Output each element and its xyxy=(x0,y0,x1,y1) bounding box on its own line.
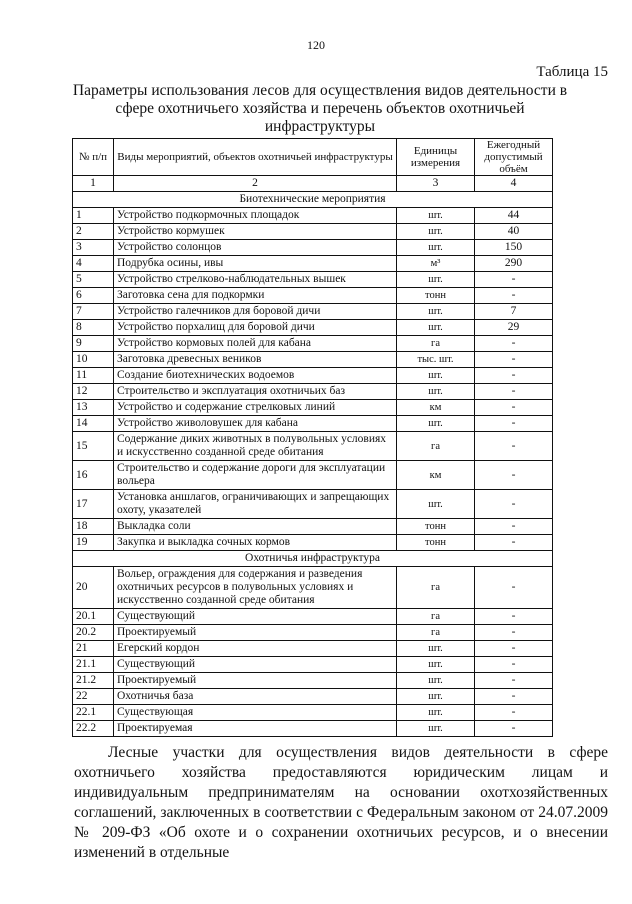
section-header-row xyxy=(73,551,553,567)
activity-name: Содержание диких животных в полувольных условиях и искусственно созданной среде обитания xyxy=(114,432,397,461)
annual-volume: - xyxy=(475,490,553,519)
annual-volume: - xyxy=(475,609,553,625)
table-row xyxy=(73,705,553,721)
section-title: Биотехнические мероприятия xyxy=(73,192,553,208)
table-row xyxy=(73,461,553,490)
body-paragraph: Лесные участки для осуществления видов деятельности в сфере охотничьего хозяйства предоставляются юридическим лицам и индивидуальным предпринимателям на основании охотхозяйственных соглашений, заключенных в соответствии с Федеральным законом от 24.07.2009 № 209-ФЗ «Об охоте и о сохранении охотничьих ресурсов, и о внесении изменений в отдельные xyxy=(74,744,608,861)
table-row xyxy=(73,535,553,551)
unit-of-measure: шт. xyxy=(397,240,475,256)
table-row xyxy=(73,240,553,256)
row-number: 20.1 xyxy=(73,609,114,625)
table-row xyxy=(73,641,553,657)
activity-name: Устройство живоловушек для кабана xyxy=(114,416,397,432)
annual-volume: - xyxy=(475,461,553,490)
row-number: 10 xyxy=(73,352,114,368)
unit-of-measure: шт. xyxy=(397,490,475,519)
table-row xyxy=(73,224,553,240)
row-number: 7 xyxy=(73,304,114,320)
annual-volume: 40 xyxy=(475,224,553,240)
unit-of-measure: шт. xyxy=(397,641,475,657)
unit-of-measure: шт. xyxy=(397,416,475,432)
row-number: 21 xyxy=(73,641,114,657)
activity-name: Подрубка осины, ивы xyxy=(114,256,397,272)
annual-volume: - xyxy=(475,567,553,609)
row-number: 4 xyxy=(73,256,114,272)
annual-volume: 44 xyxy=(475,208,553,224)
activity-name: Устройство солонцов xyxy=(114,240,397,256)
table-row xyxy=(73,336,553,352)
annual-volume: - xyxy=(475,673,553,689)
annual-volume: 7 xyxy=(475,304,553,320)
row-number: 22 xyxy=(73,689,114,705)
table-row xyxy=(73,320,553,336)
table-row xyxy=(73,368,553,384)
activity-name: Проектируемая xyxy=(114,721,397,737)
activity-name: Существующий xyxy=(114,609,397,625)
unit-of-measure: шт. xyxy=(397,689,475,705)
activity-name: Установка аншлагов, ограничивающих и запрещающих охоту, указателей xyxy=(114,490,397,519)
unit-of-measure: тонн xyxy=(397,288,475,304)
annual-volume: - xyxy=(475,336,553,352)
unit-of-measure: шт. xyxy=(397,272,475,288)
table-row xyxy=(73,490,553,519)
column-number: 2 xyxy=(114,176,397,192)
annual-volume: - xyxy=(475,288,553,304)
table-row xyxy=(73,256,553,272)
row-number: 3 xyxy=(73,240,114,256)
unit-of-measure: м³ xyxy=(397,256,475,272)
row-number: 14 xyxy=(73,416,114,432)
table-body xyxy=(73,192,553,737)
header-number: № п/п xyxy=(73,139,114,176)
unit-of-measure: шт. xyxy=(397,320,475,336)
header-activity: Виды мероприятий, объектов охотничьей инфраструктуры xyxy=(114,139,397,176)
row-number: 12 xyxy=(73,384,114,400)
unit-of-measure: шт. xyxy=(397,304,475,320)
activity-name: Выкладка соли xyxy=(114,519,397,535)
row-number: 22.1 xyxy=(73,705,114,721)
unit-of-measure: га xyxy=(397,609,475,625)
table-row xyxy=(73,208,553,224)
annual-volume: - xyxy=(475,705,553,721)
annual-volume: 290 xyxy=(475,256,553,272)
unit-of-measure: шт. xyxy=(397,224,475,240)
table-row xyxy=(73,609,553,625)
unit-of-measure: тыс. шт. xyxy=(397,352,475,368)
table-row xyxy=(73,432,553,461)
activity-name: Егерский кордон xyxy=(114,641,397,657)
unit-of-measure: шт. xyxy=(397,673,475,689)
row-number: 19 xyxy=(73,535,114,551)
table-row xyxy=(73,689,553,705)
activity-name: Строительство и эксплуатация охотничьих баз xyxy=(114,384,397,400)
row-number: 5 xyxy=(73,272,114,288)
table-row xyxy=(73,400,553,416)
activity-name: Устройство кормовых полей для кабана xyxy=(114,336,397,352)
column-number: 1 xyxy=(73,176,114,192)
activity-name: Устройство стрелково-наблюдательных вышек xyxy=(114,272,397,288)
column-number: 3 xyxy=(397,176,475,192)
unit-of-measure: тонн xyxy=(397,519,475,535)
table-row xyxy=(73,352,553,368)
unit-of-measure: шт. xyxy=(397,721,475,737)
annual-volume: 150 xyxy=(475,240,553,256)
column-numbers-row xyxy=(73,176,553,192)
column-number: 4 xyxy=(475,176,553,192)
header-row xyxy=(73,139,553,176)
table-label: Таблица 15 xyxy=(536,64,608,80)
activity-name: Создание биотехнических водоемов xyxy=(114,368,397,384)
table-row xyxy=(73,625,553,641)
annual-volume: 29 xyxy=(475,320,553,336)
table-row xyxy=(73,673,553,689)
activity-name: Существующий xyxy=(114,657,397,673)
table-row xyxy=(73,272,553,288)
table-row xyxy=(73,416,553,432)
row-number: 13 xyxy=(73,400,114,416)
unit-of-measure: шт. xyxy=(397,208,475,224)
header-volume: Ежегодный допустимый объём xyxy=(475,139,553,176)
activity-name: Охотничья база xyxy=(114,689,397,705)
section-header-row xyxy=(73,192,553,208)
annual-volume: - xyxy=(475,432,553,461)
annual-volume: - xyxy=(475,519,553,535)
section-title: Охотничья инфраструктура xyxy=(73,551,553,567)
header-unit: Единицы измерения xyxy=(397,139,475,176)
activity-name: Устройство подкормочных площадок xyxy=(114,208,397,224)
annual-volume: - xyxy=(475,641,553,657)
activity-name: Вольер, ограждения для содержания и разведения охотничьих ресурсов в полувольных условиях и искусственно созданной среде обитания xyxy=(114,567,397,609)
unit-of-measure: шт. xyxy=(397,705,475,721)
unit-of-measure: га xyxy=(397,625,475,641)
row-number: 20.2 xyxy=(73,625,114,641)
row-number: 11 xyxy=(73,368,114,384)
activity-name: Существующая xyxy=(114,705,397,721)
row-number: 1 xyxy=(73,208,114,224)
activity-name: Закупка и выкладка сочных кормов xyxy=(114,535,397,551)
annual-volume: - xyxy=(475,400,553,416)
row-number: 6 xyxy=(73,288,114,304)
annual-volume: - xyxy=(475,368,553,384)
unit-of-measure: га xyxy=(397,567,475,609)
row-number: 16 xyxy=(73,461,114,490)
row-number: 21.1 xyxy=(73,657,114,673)
activity-name: Устройство порхалищ для боровой дичи xyxy=(114,320,397,336)
row-number: 8 xyxy=(73,320,114,336)
activity-name: Устройство и содержание стрелковых линий xyxy=(114,400,397,416)
row-number: 20 xyxy=(73,567,114,609)
activity-name: Проектируемый xyxy=(114,625,397,641)
row-number: 2 xyxy=(73,224,114,240)
row-number: 9 xyxy=(73,336,114,352)
table-row xyxy=(73,384,553,400)
table-row xyxy=(73,721,553,737)
table-row xyxy=(73,657,553,673)
row-number: 22.2 xyxy=(73,721,114,737)
row-number: 21.2 xyxy=(73,673,114,689)
activity-name: Заготовка сена для подкормки xyxy=(114,288,397,304)
table-row xyxy=(73,519,553,535)
parameters-table xyxy=(72,138,553,737)
unit-of-measure: га xyxy=(397,336,475,352)
unit-of-measure: шт. xyxy=(397,657,475,673)
unit-of-measure: тонн xyxy=(397,535,475,551)
activity-name: Устройство кормушек xyxy=(114,224,397,240)
unit-of-measure: шт. xyxy=(397,384,475,400)
annual-volume: - xyxy=(475,416,553,432)
annual-volume: - xyxy=(475,625,553,641)
unit-of-measure: км xyxy=(397,461,475,490)
row-number: 17 xyxy=(73,490,114,519)
table-row xyxy=(73,304,553,320)
table-title: Параметры использования лесов для осуществления видов деятельности в сфере охотничьего хозяйства и перечень объектов охотничьей инфраструктуры xyxy=(72,82,568,135)
page-number: 120 xyxy=(307,38,325,52)
annual-volume: - xyxy=(475,272,553,288)
row-number: 15 xyxy=(73,432,114,461)
annual-volume: - xyxy=(475,689,553,705)
unit-of-measure: шт. xyxy=(397,368,475,384)
activity-name: Заготовка древесных веников xyxy=(114,352,397,368)
annual-volume: - xyxy=(475,535,553,551)
row-number: 18 xyxy=(73,519,114,535)
table-row xyxy=(73,567,553,609)
activity-name: Строительство и содержание дороги для эксплуатации вольера xyxy=(114,461,397,490)
activity-name: Устройство галечников для боровой дичи xyxy=(114,304,397,320)
unit-of-measure: км xyxy=(397,400,475,416)
annual-volume: - xyxy=(475,352,553,368)
annual-volume: - xyxy=(475,721,553,737)
annual-volume: - xyxy=(475,384,553,400)
activity-name: Проектируемый xyxy=(114,673,397,689)
unit-of-measure: га xyxy=(397,432,475,461)
annual-volume: - xyxy=(475,657,553,673)
table-row xyxy=(73,288,553,304)
